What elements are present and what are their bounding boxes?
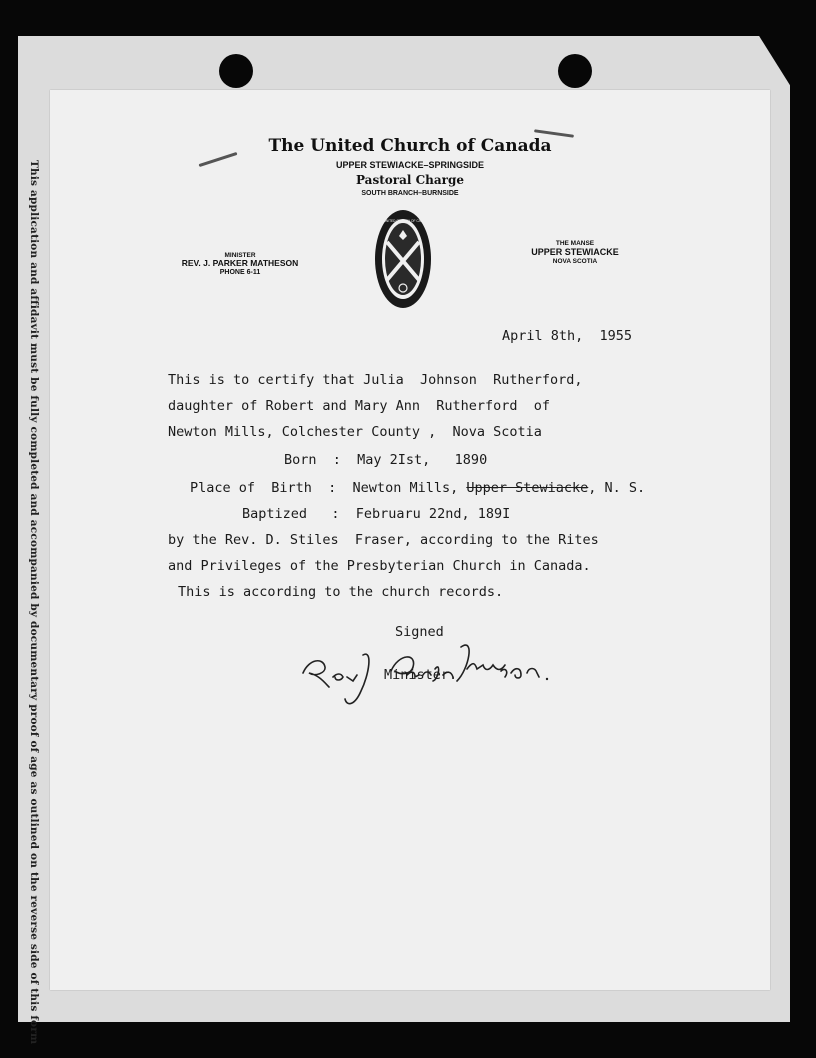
punch-hole xyxy=(558,54,592,88)
struck-out-place: Upper Stewiacke xyxy=(466,480,589,496)
letter-line-1: This is to certify that Julia Johnson Rutherford, xyxy=(168,372,583,388)
punch-hole xyxy=(219,54,253,88)
minister-signature xyxy=(295,625,605,705)
letter-line-3: Newton Mills, Colchester County , Nova Scotia xyxy=(168,424,542,440)
charge-places: UPPER STEWIACKE–SPRINGSIDE xyxy=(335,160,485,170)
seal-text: THE UNITED CHURCH OF CANADA xyxy=(376,219,430,223)
minister-block xyxy=(145,252,335,277)
letter-line-4: by the Rev. D. Stiles Fraser, according to the Rites xyxy=(168,532,599,548)
phone-number: PHONE 6-11 xyxy=(219,269,261,277)
charge-branches: SOUTH BRANCH–BURNSIDE xyxy=(361,190,459,197)
manse-province: NOVA SCOTIA xyxy=(552,257,598,265)
church-name-heading: The United Church of Canada xyxy=(268,136,552,156)
minister-label: MINISTER xyxy=(224,252,256,259)
church-seal-logo xyxy=(373,208,433,310)
manse-town: UPPER STEWIACKE xyxy=(531,247,619,258)
baptism-certificate-letter xyxy=(50,90,770,990)
affidavit-side-instruction: This application and affidavit must be fully completed and accompanied by documentary proof of age as outlined on the reverse side of this form xyxy=(28,160,40,1045)
birth-place-line xyxy=(190,480,645,496)
birth-place-label: Place of Birth : Newton Mills, xyxy=(190,480,467,496)
minister-title: Minister. xyxy=(384,667,458,683)
minister-name: REV. J. PARKER MATHESON xyxy=(181,258,299,269)
pastoral-charge-label: Pastoral Charge xyxy=(355,173,464,187)
manse-block xyxy=(510,240,640,265)
letter-line-2: daughter of Robert and Mary Ann Rutherford of xyxy=(168,398,551,414)
signature-text: Rev. J. Parker Matheson xyxy=(295,625,309,626)
letter-line-6: This is according to the church records. xyxy=(178,584,504,600)
birth-date-line: Born : May 2Ist, 1890 xyxy=(284,452,488,468)
letter-line-5: and Privileges of the Presbyterian Church in Canada. xyxy=(168,558,591,574)
signed-label: Signed xyxy=(395,624,444,640)
letter-date: April 8th, 1955 xyxy=(502,328,633,344)
manse-label: THE MANSE xyxy=(555,240,595,247)
baptism-date-line: Baptized : Februaru 22nd, 189I xyxy=(242,506,511,522)
birth-place-suffix: , N. S. xyxy=(588,480,646,496)
